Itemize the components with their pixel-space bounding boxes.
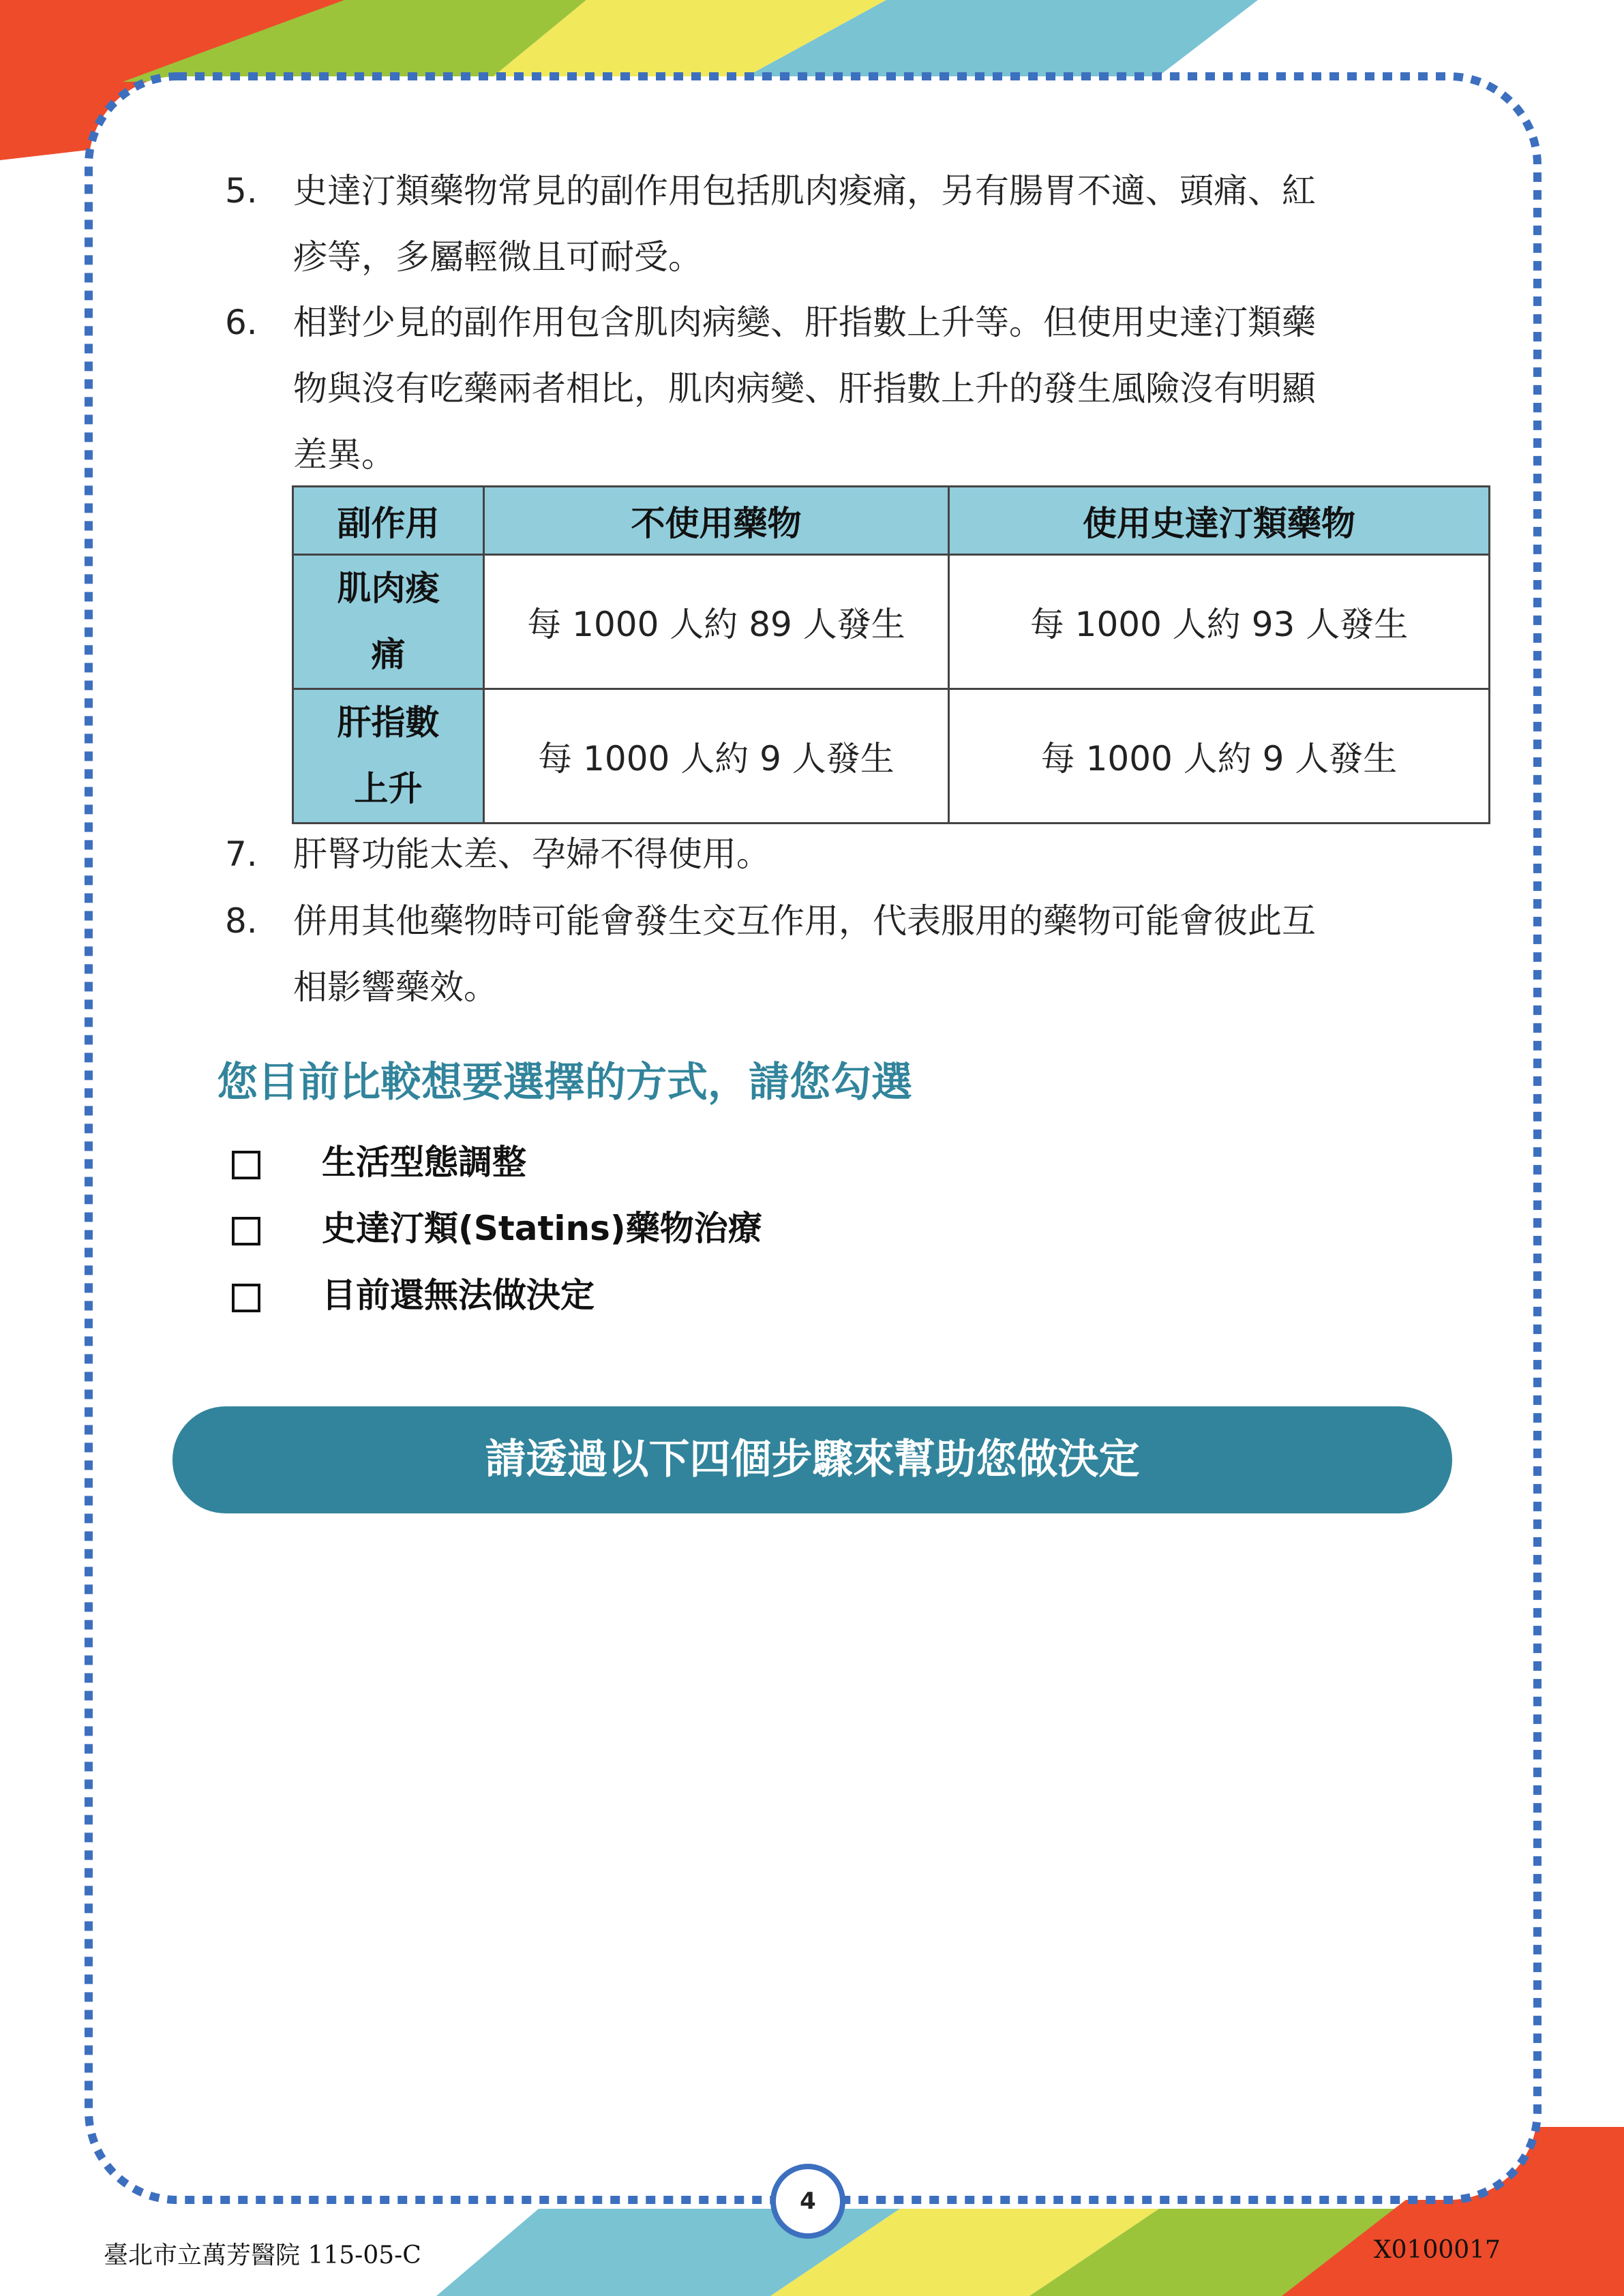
option-label: 目前還無法做決定 xyxy=(322,1275,595,1315)
option-label: 史達汀類(Statins)藥物治療 xyxy=(322,1209,762,1248)
option-lifestyle[interactable] xyxy=(232,1135,526,1184)
empty-checkbox-icon[interactable] xyxy=(232,1151,260,1179)
footer-hospital: 臺北市立萬芳醫院 115-05-C xyxy=(104,2241,421,2269)
item-line: 相對少見的副作用包含肌肉病變、肝指數上升等。但使用史達汀類藥 xyxy=(293,303,1316,342)
choice-heading: 您目前比較想要選擇的方式，請您勾選 xyxy=(217,1059,912,1106)
table-header-no-drug: 不使用藥物 xyxy=(484,487,949,555)
cell-no-drug: 每 1000 人約 89 人發生 xyxy=(484,555,949,689)
table-header-statin: 使用史達汀類藥物 xyxy=(949,487,1490,555)
empty-checkbox-icon[interactable] xyxy=(232,1217,260,1245)
table-row xyxy=(293,555,1490,689)
table-row xyxy=(293,689,1490,824)
item-number: 5. xyxy=(225,171,258,211)
item-number: 8. xyxy=(225,901,258,941)
item-line: 史達汀類藥物常見的副作用包括肌肉痠痛，另有腸胃不適、頭痛、紅 xyxy=(293,171,1316,211)
option-undecided[interactable] xyxy=(232,1268,595,1317)
cell-statin: 每 1000 人約 9 人發生 xyxy=(949,689,1490,824)
row-label-line: 肌肉痠 xyxy=(337,569,440,608)
item-line: 疹等，多屬輕微且可耐受。 xyxy=(293,237,702,277)
page-number: 4 xyxy=(770,2164,845,2239)
row-label-liver xyxy=(293,689,484,824)
item-line: 物與沒有吃藥兩者相比，肌肉病變、肝指數上升的發生風險沒有明顯 xyxy=(293,369,1316,408)
cell-statin: 每 1000 人約 93 人發生 xyxy=(949,555,1490,689)
table-header-row xyxy=(293,487,1490,555)
footer-doc-code: X0100017 xyxy=(1374,2236,1501,2264)
side-effect-table xyxy=(292,485,1490,824)
item-line: 併用其他藥物時可能會發生交互作用，代表服用的藥物可能會彼此互 xyxy=(293,901,1316,941)
table-header-side-effect: 副作用 xyxy=(293,487,484,555)
item-line: 肝腎功能太差、孕婦不得使用。 xyxy=(293,834,770,874)
row-label-line: 肝指數 xyxy=(337,703,440,742)
item-line: 差異。 xyxy=(293,435,395,474)
steps-banner: 請透過以下四個步驟來幫助您做決定 xyxy=(172,1406,1452,1513)
cell-no-drug: 每 1000 人約 9 人發生 xyxy=(484,689,949,824)
option-label: 生活型態調整 xyxy=(322,1143,526,1182)
row-label-line: 痛 xyxy=(371,635,406,674)
option-statin[interactable] xyxy=(232,1201,762,1250)
item-line: 相影響藥效。 xyxy=(293,967,498,1007)
row-label-line: 上升 xyxy=(354,769,423,809)
item-number: 7. xyxy=(225,834,258,874)
item-number: 6. xyxy=(225,303,258,342)
row-label-muscle-pain xyxy=(293,555,484,689)
empty-checkbox-icon[interactable] xyxy=(232,1284,260,1312)
